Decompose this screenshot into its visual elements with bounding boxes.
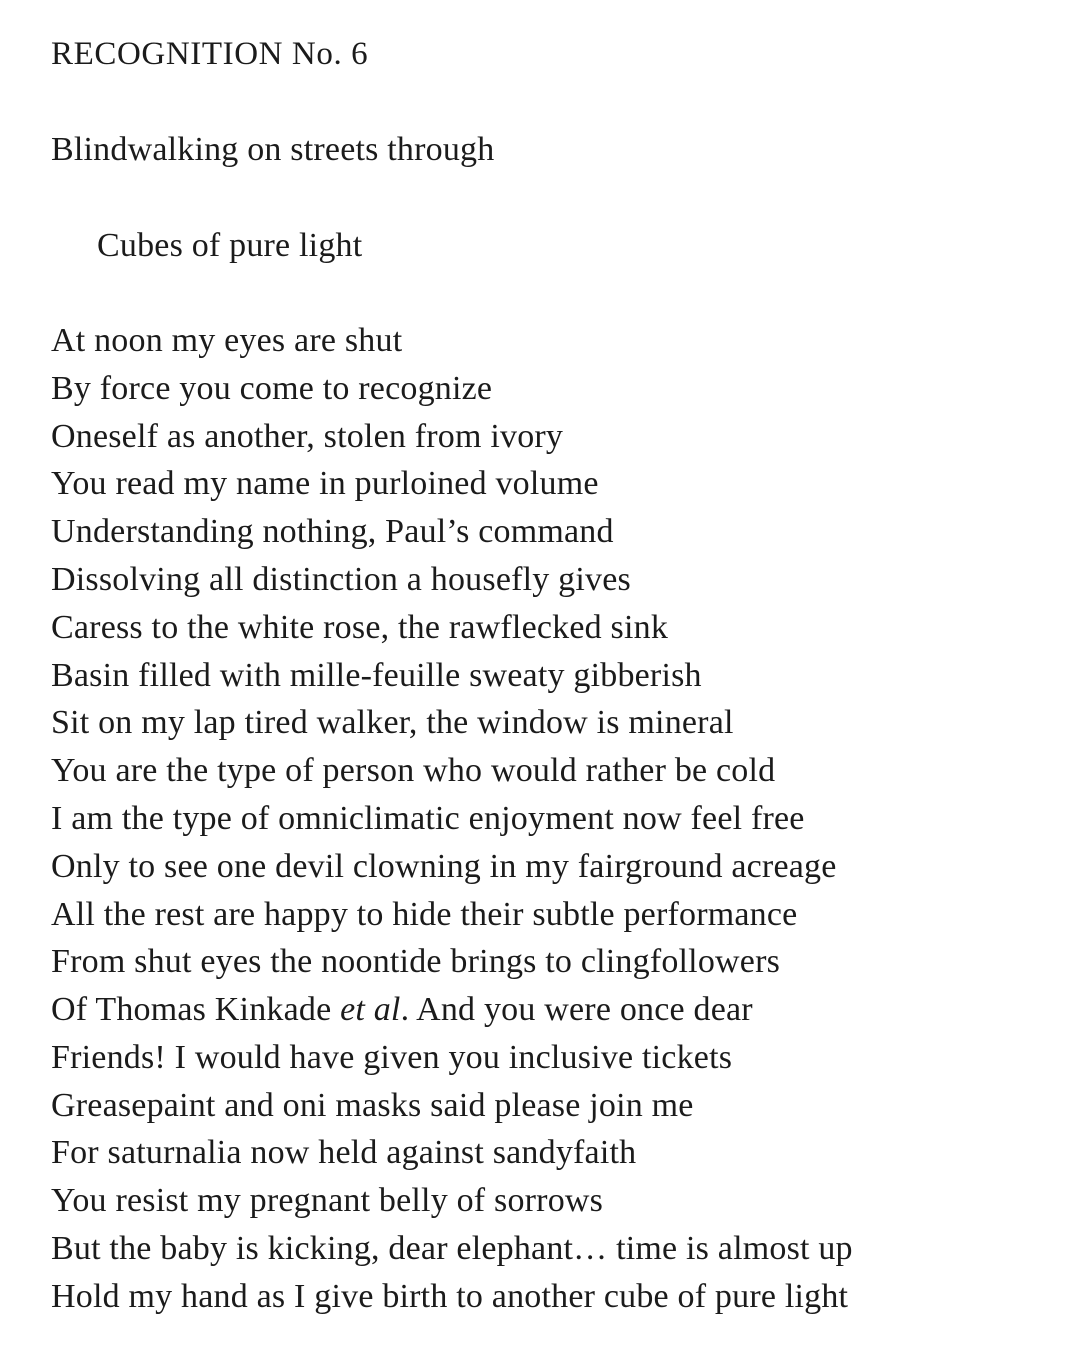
poem-line-text: . And you were once dear: [400, 991, 753, 1028]
poem-line: Hold my hand as I give birth to another cube of pure light: [51, 1278, 849, 1315]
poem-line: Oneself as another, stolen from ivory: [51, 418, 564, 455]
poem-line: All the rest are happy to hide their subtle performance: [51, 896, 798, 933]
poem-line: Sit on my lap tired walker, the window is mineral: [51, 704, 734, 741]
poem-line: At noon my eyes are shut: [51, 322, 403, 359]
poem-indented-line: Cubes of pure light: [97, 227, 363, 264]
poem-line: By force you come to recognize: [51, 370, 493, 407]
poem-line-italic-text: et al: [340, 991, 401, 1028]
poem-opening-line: Blindwalking on streets through: [51, 131, 495, 168]
poem-title: RECOGNITION No. 6: [51, 36, 369, 72]
poem-line: For saturnalia now held against sandyfaith: [51, 1134, 637, 1171]
poem-line: You read my name in purloined volume: [51, 465, 599, 502]
poem-line: Basin filled with mille-feuille sweaty gibberish: [51, 657, 702, 694]
poem-line-text: Of Thomas Kinkade: [51, 991, 341, 1028]
poem-line: Greasepaint and oni masks said please join me: [51, 1087, 694, 1124]
poem-line: Caress to the white rose, the rawflecked sink: [51, 609, 669, 646]
poem-line: Only to see one devil clowning in my fairground acreage: [51, 848, 837, 885]
poem-line: You resist my pregnant belly of sorrows: [51, 1182, 604, 1219]
poem-line: But the baby is kicking, dear elephant… time is almost up: [51, 1230, 853, 1267]
poem-line: Dissolving all distinction a housefly gives: [51, 561, 631, 598]
poem-line: You are the type of person who would rather be cold: [51, 752, 776, 789]
poem-line: Friends! I would have given you inclusive tickets: [51, 1039, 733, 1076]
poem-line: I am the type of omniclimatic enjoyment now feel free: [51, 800, 805, 837]
poem-line: Understanding nothing, Paul’s command: [51, 513, 614, 550]
poem-line: From shut eyes the noontide brings to clingfollowers: [51, 943, 781, 980]
poem-line-kinkade: [51, 990, 753, 1030]
